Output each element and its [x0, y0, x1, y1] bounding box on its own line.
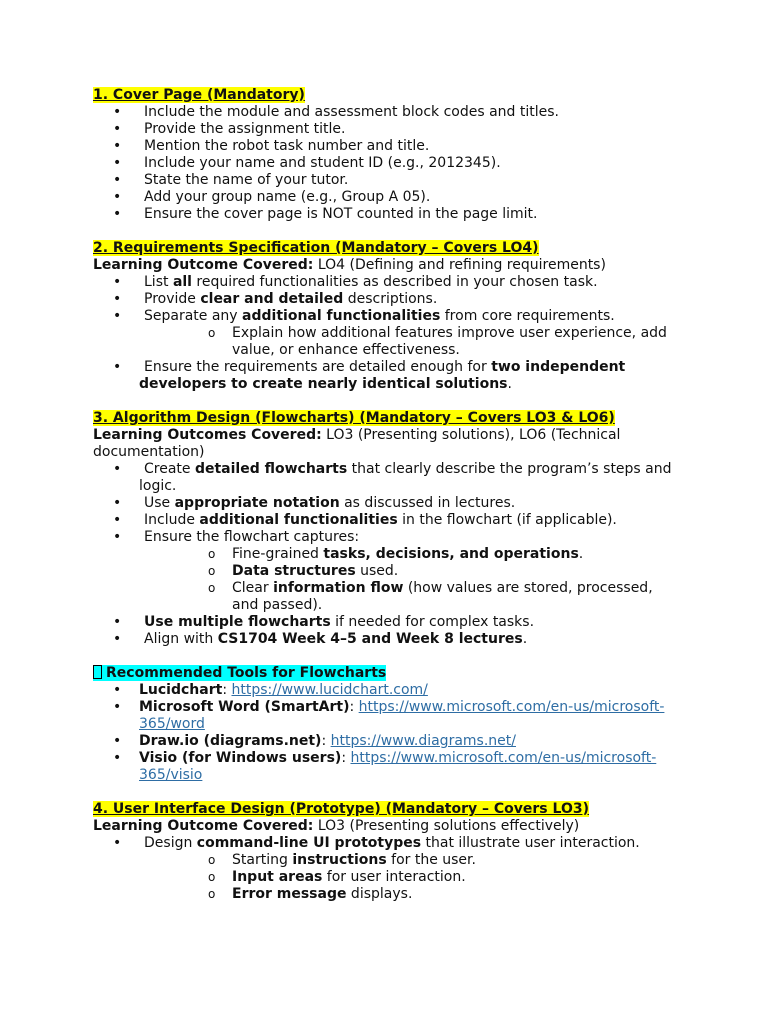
list-item [93, 512, 683, 529]
text-run: : [321, 733, 331, 749]
tool-item-lucidchart [93, 682, 683, 699]
list-item [93, 529, 683, 614]
text-run: from core requirements. [440, 308, 615, 324]
section-heading: 3. Algorithm Design (Flowcharts) (Mandatory – Covers LO3 & LO6) [93, 410, 615, 426]
bold-text: Input areas [232, 869, 323, 885]
list-item [93, 291, 683, 308]
text-run: : [222, 682, 232, 698]
text-run: Ensure the requirements are detailed enough for [144, 359, 492, 375]
tools-list [93, 682, 683, 784]
bold-text: instructions [292, 852, 387, 868]
section-algorithm-design [93, 410, 683, 648]
list-item [93, 359, 683, 393]
section-heading: 1. Cover Page (Mandatory) [93, 87, 305, 103]
bold-text: Use multiple flowcharts [144, 614, 331, 630]
text-run: for the user. [386, 852, 476, 868]
sub-list-item [139, 546, 683, 563]
lo-text: LO3 (Presenting solutions), LO6 (Technical documentation) [93, 427, 621, 460]
sub-list-item [139, 869, 683, 886]
text-run: : [341, 750, 351, 766]
sub-list-item [139, 886, 683, 903]
section-ui-design [93, 801, 683, 903]
text-run: Include [144, 512, 200, 528]
lucidchart-link[interactable]: https://www.lucidchart.com/ [231, 682, 428, 698]
bold-text: CS1704 Week 4–5 and Week 8 lectures [217, 631, 523, 647]
tool-item-visio [93, 750, 683, 784]
section-heading: 4. User Interface Design (Prototype) (Mandatory – Covers LO3) [93, 801, 589, 817]
bold-text: information flow [273, 580, 404, 596]
text-run: Provide [144, 291, 201, 307]
bullet-list [93, 461, 683, 648]
list-item [93, 461, 683, 495]
bold-text: command-line UI prototypes [196, 835, 422, 851]
sub-list [139, 852, 683, 903]
list-item [93, 308, 683, 359]
text-run: required functionalities as described in your chosen task. [191, 274, 598, 290]
list-item [93, 274, 683, 291]
list-item: • Ensure the cover page is NOT counted in the page limit. [93, 206, 683, 223]
bullet-list [93, 835, 683, 903]
text-run: (how values are stored, processed, and passed). [232, 580, 653, 613]
text-run: . [578, 546, 584, 562]
lo-label: Learning Outcome Covered: [93, 818, 314, 834]
lo-label: Learning Outcome Covered: [93, 257, 314, 273]
bold-text: Microsoft Word (SmartArt) [139, 699, 350, 715]
text-run: for user interaction. [322, 869, 466, 885]
list-item [93, 614, 683, 631]
section-requirements [93, 240, 683, 393]
text-run: List [144, 274, 173, 290]
sub-list-item [139, 580, 683, 614]
text-run: Create [144, 461, 195, 477]
text-run: as discussed in lectures. [339, 495, 516, 511]
text-run: . [507, 376, 512, 392]
bold-text: tasks, decisions, and operations [323, 546, 579, 562]
tool-item-drawio [93, 733, 683, 750]
list-item: • State the name of your tutor. [93, 172, 683, 189]
section-heading: 2. Requirements Specification (Mandatory – Covers LO4) [93, 240, 539, 256]
tool-item-word [93, 699, 683, 733]
text-run: . [522, 631, 528, 647]
list-item [93, 631, 683, 648]
lo-label: Learning Outcomes Covered: [93, 427, 322, 443]
text-run: displays. [346, 886, 413, 902]
bold-text: Error message [232, 886, 347, 902]
learning-outcome [93, 257, 683, 274]
text-run: : [349, 699, 359, 715]
sub-list-item [139, 852, 683, 869]
bold-text: Draw.io (diagrams.net) [139, 733, 322, 749]
text-run: that clearly describe the program’s steps and logic. [139, 461, 672, 494]
list-item: • Provide the assignment title. [93, 121, 683, 138]
lo-text: LO4 (Defining and refining requirements) [313, 257, 606, 273]
text-run: Starting [232, 852, 293, 868]
text-run: Fine-grained [232, 546, 324, 562]
bullet-list [93, 274, 683, 393]
visio-link[interactable]: https://www.microsoft.com/en-us/microsoft-365/visio [139, 750, 657, 783]
text-run: Align with [144, 631, 218, 647]
bold-text: all [172, 274, 192, 290]
list-item: • Include the module and assessment block codes and titles. [93, 104, 683, 121]
text-run: in the flowchart (if applicable). [397, 512, 617, 528]
learning-outcome [93, 818, 683, 835]
text-run: descriptions. [343, 291, 438, 307]
list-item: • Include your name and student ID (e.g., 2012345). [93, 155, 683, 172]
bold-text: clear and detailed [200, 291, 344, 307]
sub-list [139, 325, 683, 359]
bullet-list [93, 104, 683, 223]
bold-text: Data structures [232, 563, 356, 579]
list-item [93, 495, 683, 512]
text-run: if needed for complex tasks. [330, 614, 535, 630]
bold-text: two independent developers to create nearly identical solutions [139, 359, 626, 392]
text-run: Ensure the flowchart captures: [144, 529, 360, 545]
section-heading [93, 665, 386, 681]
bold-text: additional functionalities [199, 512, 398, 528]
learning-outcome [93, 427, 683, 461]
bold-text: appropriate notation [174, 495, 340, 511]
text-run: used. [355, 563, 399, 579]
list-item: • Add your group name (e.g., Group A 05). [93, 189, 683, 206]
bold-text: detailed flowcharts [194, 461, 348, 477]
document-page [93, 87, 683, 920]
text-run: that illustrate user interaction. [421, 835, 640, 851]
text-run: Design [144, 835, 197, 851]
checkbox-icon [93, 665, 102, 679]
sub-list-item [139, 563, 683, 580]
bold-text: Lucidchart [139, 682, 223, 698]
bold-text: Visio (for Windows users) [139, 750, 342, 766]
text-run: Separate any [144, 308, 243, 324]
word-link[interactable]: https://www.microsoft.com/en-us/microsoft-365/word [139, 699, 665, 732]
lo-text: LO3 (Presenting solutions effectively) [313, 818, 580, 834]
drawio-link[interactable]: https://www.diagrams.net/ [330, 733, 516, 749]
list-item [93, 835, 683, 903]
tools-title: Recommended Tools for Flowcharts [106, 665, 387, 681]
section-cover-page [93, 87, 683, 223]
bold-text: additional functionalities [242, 308, 441, 324]
text-run: Clear [232, 580, 274, 596]
text-run: Use [144, 495, 175, 511]
section-recommended-tools [93, 665, 683, 784]
sub-list-item: o Explain how additional features improve user experience, add value, or enhance effectiveness. [139, 325, 683, 359]
list-item: • Mention the robot task number and title. [93, 138, 683, 155]
sub-list [139, 546, 683, 614]
